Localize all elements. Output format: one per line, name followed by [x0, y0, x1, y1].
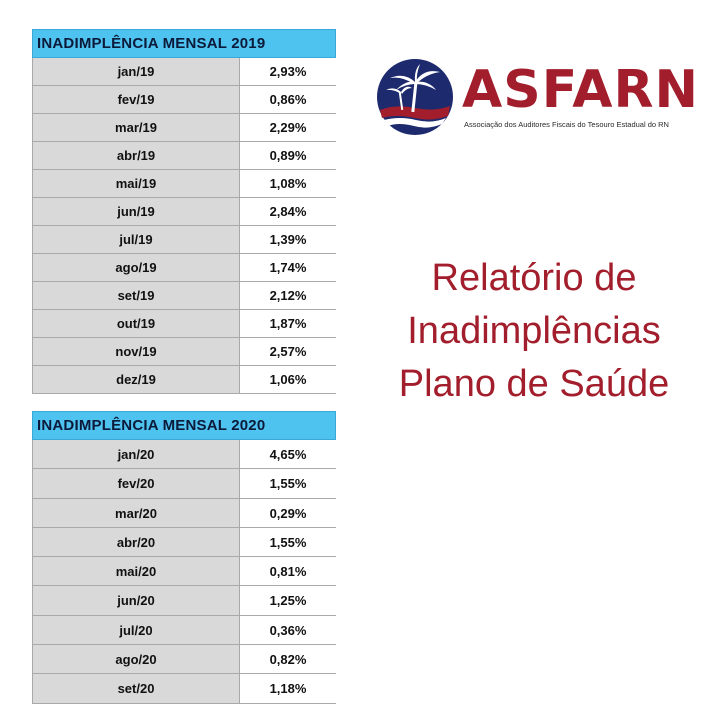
rate-cell: 0,86%: [239, 86, 336, 114]
table-row: [32, 469, 336, 498]
palm-tree-emblem-icon: [376, 58, 454, 136]
table-row: [32, 616, 336, 645]
table-row: [32, 557, 336, 586]
rate-cell: 1,06%: [239, 366, 336, 394]
table-row: [32, 674, 336, 703]
table-row: [32, 499, 336, 528]
month-cell: ago/19: [32, 254, 239, 282]
month-cell: jul/20: [32, 616, 239, 645]
rate-cell: 0,29%: [239, 499, 336, 528]
table-2019: [32, 29, 336, 394]
table-row: [32, 586, 336, 615]
month-cell: fev/20: [32, 469, 239, 498]
rate-cell: 2,29%: [239, 114, 336, 142]
month-cell: mar/19: [32, 114, 239, 142]
table-2019-header: INADIMPLÊNCIA MENSAL 2019: [32, 29, 336, 58]
rate-cell: 2,12%: [239, 282, 336, 310]
rate-cell: 0,89%: [239, 142, 336, 170]
table-row: [32, 142, 336, 170]
rate-cell: 1,74%: [239, 254, 336, 282]
table-row: [32, 226, 336, 254]
month-cell: set/20: [32, 674, 239, 703]
table-row: [32, 366, 336, 394]
month-cell: ago/20: [32, 645, 239, 674]
month-cell: out/19: [32, 310, 239, 338]
table-row: [32, 440, 336, 469]
rate-cell: 0,81%: [239, 557, 336, 586]
rate-cell: 0,82%: [239, 645, 336, 674]
rate-cell: 1,18%: [239, 674, 336, 703]
table-row: [32, 198, 336, 226]
month-cell: dez/19: [32, 366, 239, 394]
table-row: [32, 254, 336, 282]
logo-wordmark: ASFARN: [462, 60, 700, 120]
logo-subtitle: Associação dos Auditores Fiscais do Tesouro Estadual do RN: [464, 120, 669, 129]
rate-cell: 1,87%: [239, 310, 336, 338]
month-cell: nov/19: [32, 338, 239, 366]
table-2020-body: [32, 440, 336, 704]
month-cell: abr/19: [32, 142, 239, 170]
month-cell: fev/19: [32, 86, 239, 114]
table-row: [32, 645, 336, 674]
month-cell: set/19: [32, 282, 239, 310]
rate-cell: 1,25%: [239, 586, 336, 615]
month-cell: jun/19: [32, 198, 239, 226]
rate-cell: 2,84%: [239, 198, 336, 226]
rate-cell: 2,93%: [239, 58, 336, 86]
month-cell: mar/20: [32, 499, 239, 528]
month-cell: abr/20: [32, 528, 239, 557]
table-row: [32, 282, 336, 310]
month-cell: jan/19: [32, 58, 239, 86]
asfarn-logo: [376, 58, 700, 138]
title-line-1: Relatório de: [431, 257, 637, 299]
table-row: [32, 86, 336, 114]
month-cell: mai/19: [32, 170, 239, 198]
table-2019-body: [32, 58, 336, 394]
month-cell: jul/19: [32, 226, 239, 254]
table-2020-header: INADIMPLÊNCIA MENSAL 2020: [32, 411, 336, 440]
table-row: [32, 338, 336, 366]
table-row: [32, 170, 336, 198]
title-line-2: Inadimplências: [407, 310, 661, 352]
rate-cell: 4,65%: [239, 440, 336, 469]
rate-cell: 1,08%: [239, 170, 336, 198]
table-row: [32, 58, 336, 86]
rate-cell: 1,55%: [239, 528, 336, 557]
title-line-3: Plano de Saúde: [398, 363, 670, 405]
table-row: [32, 114, 336, 142]
report-title: [356, 252, 712, 411]
rate-cell: 1,39%: [239, 226, 336, 254]
month-cell: mai/20: [32, 557, 239, 586]
rate-cell: 0,36%: [239, 616, 336, 645]
table-row: [32, 310, 336, 338]
table-2020: [32, 411, 336, 704]
table-row: [32, 528, 336, 557]
rate-cell: 2,57%: [239, 338, 336, 366]
month-cell: jan/20: [32, 440, 239, 469]
month-cell: jun/20: [32, 586, 239, 615]
rate-cell: 1,55%: [239, 469, 336, 498]
